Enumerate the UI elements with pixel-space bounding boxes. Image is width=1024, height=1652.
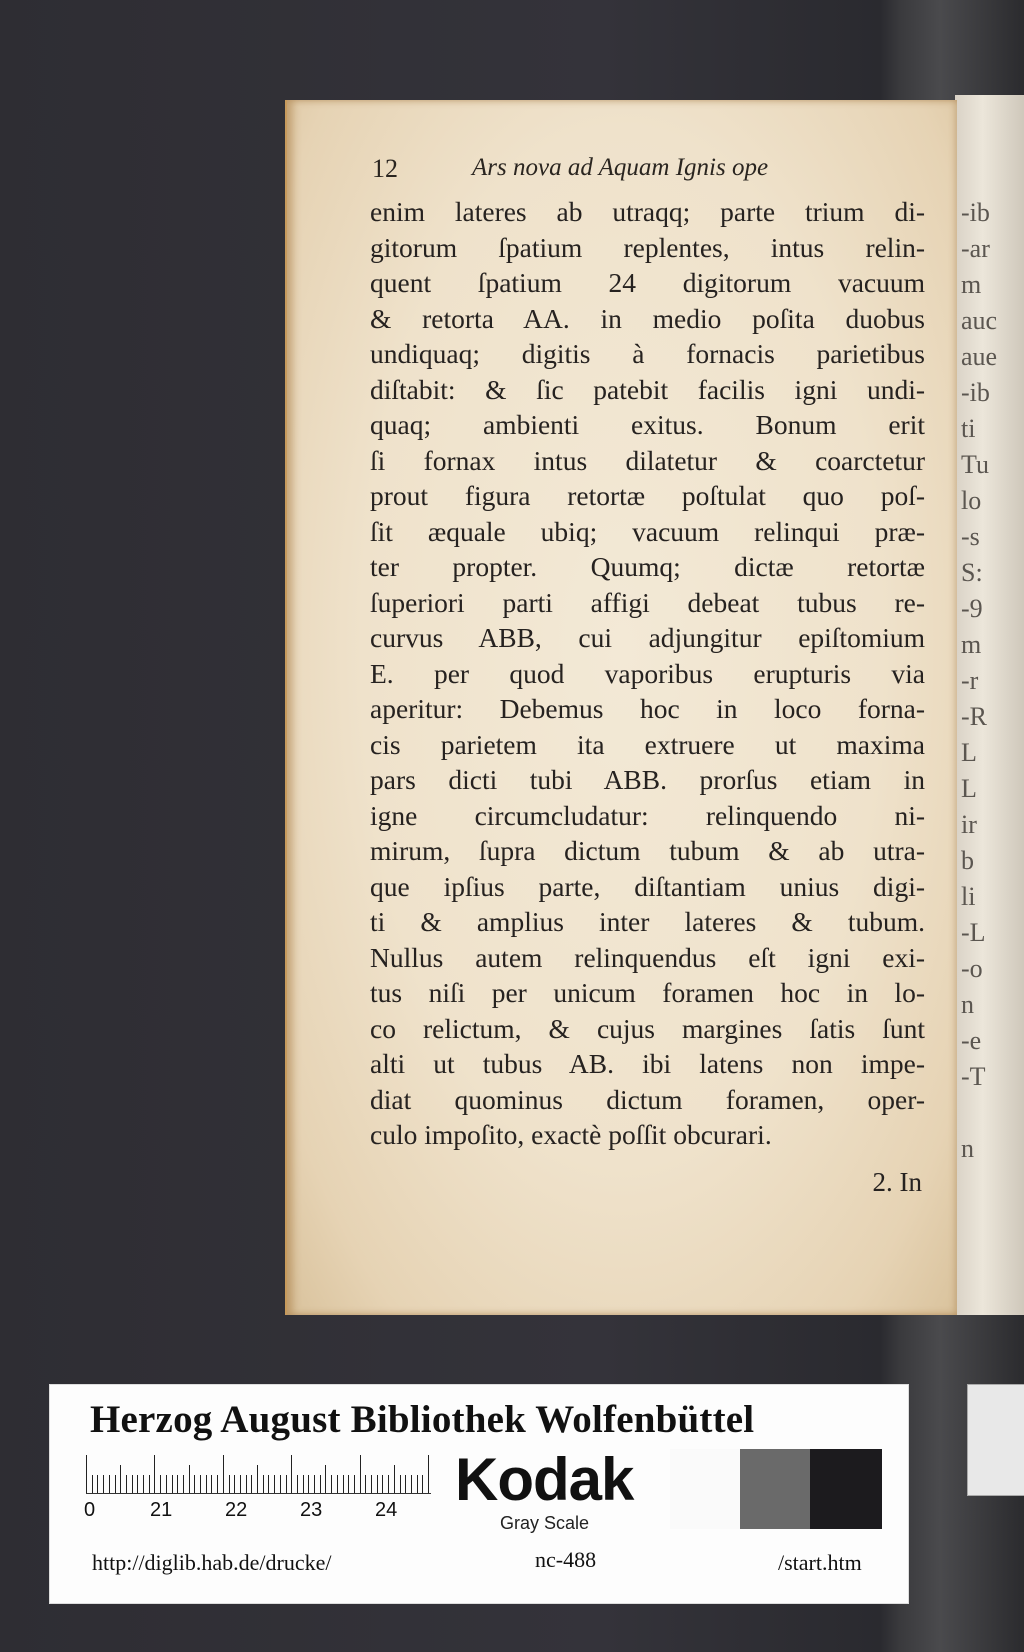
measurement-ruler (86, 1453, 431, 1494)
url-right: /start.htm (778, 1550, 862, 1575)
ruler-label: 24 (375, 1499, 398, 1521)
side-label-tab (968, 1385, 1024, 1495)
text-line: ter propter. Quumq; dictæ retortæ (370, 551, 925, 582)
ruler-tick (234, 1475, 235, 1493)
ruler-tick (149, 1475, 150, 1493)
adjacent-page-edge (955, 95, 1024, 1315)
white-patch (670, 1449, 740, 1529)
ruler-tick (417, 1475, 418, 1493)
ruler-tick (86, 1455, 87, 1493)
ruler-tick (291, 1455, 292, 1493)
ruler-tick (354, 1475, 355, 1493)
text-line: undiquaq; digitis à fornacis parietibus (370, 338, 925, 369)
text-line: diat quominus dictum foramen, oper- (370, 1083, 925, 1115)
gray-patch (740, 1449, 810, 1529)
page-header (372, 152, 912, 192)
ruler-tick (388, 1475, 389, 1493)
text-line: diſtabit: & ſic patebit facilis igni undi- (370, 373, 925, 405)
document-identifier: nc-488 (535, 1547, 597, 1572)
ruler-label: 21 (150, 1499, 173, 1521)
ruler-tick (348, 1475, 349, 1493)
ruler-tick (200, 1475, 201, 1493)
page-body-text (370, 194, 925, 1153)
ruler-tick (314, 1475, 315, 1493)
ruler-tick (360, 1455, 361, 1493)
text-line: aperitur: Debemus hoc in loco forna- (370, 693, 925, 724)
text-line: prout figura retortæ poſtulat quo poſ- (370, 480, 925, 511)
ruler-tick (377, 1475, 378, 1493)
library-name: Herzog August Bibliothek Wolfenbüttel (90, 1398, 755, 1441)
ruler-tick (115, 1475, 116, 1493)
ruler-tick (211, 1475, 212, 1493)
text-line: cis parietem ita extruere ut maxima (370, 728, 925, 760)
ruler-tick (308, 1475, 309, 1493)
ruler-tick (297, 1475, 298, 1493)
ruler-tick (422, 1475, 423, 1493)
ruler-tick (217, 1475, 218, 1493)
ruler-tick (382, 1475, 383, 1493)
text-line: culo impoſito, exactè poſſit obcurari. (370, 1119, 772, 1150)
ruler-tick (268, 1475, 269, 1493)
ruler-tick (240, 1475, 241, 1493)
ruler-tick (280, 1475, 281, 1493)
ruler-tick (365, 1475, 366, 1493)
ruler-tick (343, 1475, 344, 1493)
text-line: co relictum, & cujus margines ſatis ſunt (370, 1012, 925, 1044)
ruler-tick (97, 1475, 98, 1493)
ruler-tick (303, 1475, 304, 1493)
text-line: Nullus autem relinquendus eſt igni exi- (370, 941, 925, 973)
book-page (285, 100, 957, 1315)
text-line: ſit æquale ubiq; vacuum relinqui præ- (370, 515, 925, 547)
ruler-tick (206, 1475, 207, 1493)
ruler-tick (189, 1465, 190, 1493)
black-patch (810, 1449, 882, 1529)
ruler-tick (428, 1455, 429, 1493)
ruler-tick (126, 1475, 127, 1493)
ruler-tick (154, 1455, 155, 1493)
ruler-tick (263, 1475, 264, 1493)
running-title: Ars nova ad Aquam Ignis ope (472, 154, 769, 181)
text-line: ſi fornax intus dilatetur & coarctetur (370, 444, 925, 476)
ruler-tick (109, 1475, 110, 1493)
library-color-card (50, 1385, 908, 1603)
text-line: ti & amplius inter lateres & tubum. (370, 906, 925, 937)
ruler-tick (400, 1475, 401, 1493)
text-line: gitorum ſpatium replentes, intus relin- (370, 231, 925, 263)
catchword: 2. In (872, 1167, 922, 1197)
ruler-tick (166, 1475, 167, 1493)
text-line: que ipſius parte, diſtantiam unius digi- (370, 870, 925, 902)
text-line: E. per quod vaporibus erupturis via (370, 657, 925, 689)
text-line: ſuperiori parti affigi debeat tubus re- (370, 586, 925, 618)
ruler-label: 23 (300, 1499, 323, 1521)
ruler-tick (172, 1475, 173, 1493)
text-line: igne circumcludatur: relinquendo ni- (370, 799, 925, 831)
ruler-tick (143, 1475, 144, 1493)
ruler-tick (274, 1475, 275, 1493)
text-line: mirum, ſupra dictum tubum & ab utra- (370, 835, 925, 866)
ruler-tick (137, 1475, 138, 1493)
ruler-tick (394, 1465, 395, 1493)
ruler-tick (337, 1475, 338, 1493)
ruler-tick (331, 1475, 332, 1493)
text-line: tus niſi per unicum foramen hoc in lo- (370, 977, 925, 1008)
url-left: http://diglib.hab.de/drucke/ (92, 1550, 332, 1575)
ruler-tick (320, 1475, 321, 1493)
ruler-tick (257, 1465, 258, 1493)
ruler-tick (132, 1475, 133, 1493)
ruler-tick (411, 1475, 412, 1493)
ruler-tick (92, 1475, 93, 1493)
ruler-tick (371, 1475, 372, 1493)
text-line: quent ſpatium 24 digitorum vacuum (370, 267, 925, 298)
ruler-tick (120, 1465, 121, 1493)
ruler-tick (286, 1475, 287, 1493)
text-line: curvus ABB, cui adjungitur epiſtomium (370, 622, 925, 653)
ruler-label: 22 (225, 1499, 248, 1521)
gray-scale-label: Gray Scale (500, 1513, 590, 1533)
ruler-tick (177, 1475, 178, 1493)
text-line: & retorta AA. in medio poſita duobus (370, 302, 925, 334)
ruler-tick (246, 1475, 247, 1493)
ruler-tick (103, 1475, 104, 1493)
adjacent-page-text: -ib -ar m auc aue -ib ti Tu lo -s S: -9 m -r -R L L ir b li -L -o n -e -T n (961, 198, 998, 1163)
page-number: 12 (372, 154, 398, 183)
kodak-logo: Kodak (455, 1446, 634, 1513)
text-line: quaq; ambienti exitus. Bonum erit (370, 409, 925, 440)
text-line: alti ut tubus AB. ibi latens non impe- (370, 1048, 925, 1079)
ruler-tick (223, 1455, 224, 1493)
ruler-tick (251, 1475, 252, 1493)
ruler-label: 0 (84, 1499, 96, 1521)
ruler-tick (194, 1475, 195, 1493)
ruler-tick (229, 1475, 230, 1493)
ruler-tick (183, 1475, 184, 1493)
text-line: pars dicti tubi ABB. prorſus etiam in (370, 764, 925, 795)
text-line: enim lateres ab utraqq; parte trium di- (370, 196, 925, 227)
ruler-tick (405, 1475, 406, 1493)
ruler-tick (325, 1465, 326, 1493)
ruler-tick (160, 1475, 161, 1493)
